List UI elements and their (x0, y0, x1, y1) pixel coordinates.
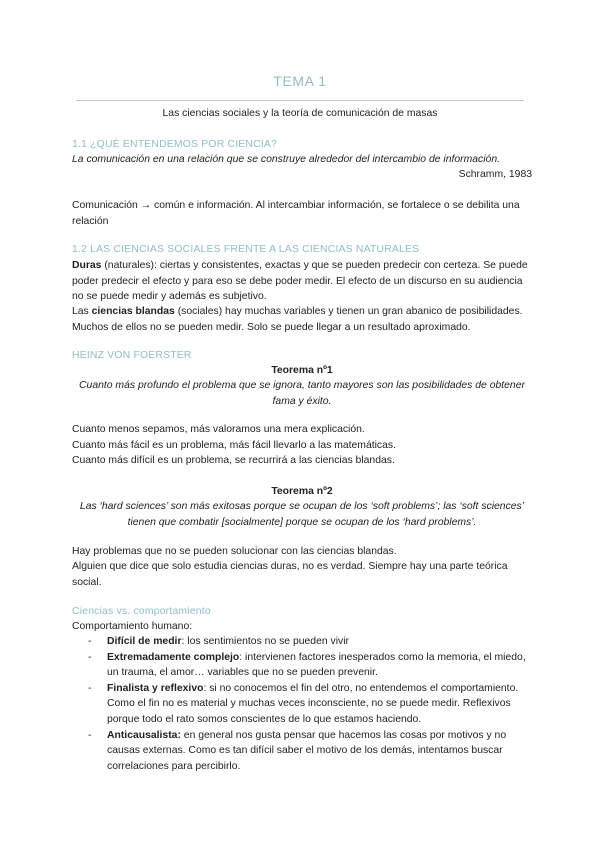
list-item (88, 650, 532, 681)
quote-citation: Schramm, 1983 (458, 169, 532, 180)
item-text: : intervienen factores inesperados como la memoria, el miedo, un trauma, el amor… variables que no se pueden prevenir. (107, 651, 526, 679)
item-term: Extremadamente complejo (107, 651, 240, 663)
theorem-1-title-text: Teorema nº1 (271, 365, 333, 376)
list-item (88, 634, 532, 650)
theorem-2-quote: Las ‘hard sciences’ son más exitosas porque se ocupan de los ‘soft problems’; las ‘soft sciences’ tienen que combatir [socialmente] porque se ocupan de los ‘hard problems’. (79, 501, 525, 528)
theorem-2-title-text: Teorema nº2 (271, 486, 333, 497)
note-line: Cuanto más difícil es un problema, se recurrirá a las ciencias blandas. (72, 455, 395, 467)
item-term: Finalista y reflexivo (107, 682, 204, 694)
bullet-dash: - (88, 729, 92, 741)
theorem-1-notes (72, 422, 532, 469)
communication-paragraph: Comunicación → común e información. Al intercambiar información, se fortalece o se debilita una relación (72, 200, 520, 227)
item-text: : si no conocemos el fin del otro, no entendemos el comportamiento. Como el fin no es material y muchas veces inconsciente, no se puede medir. Reflexivos porque todo el rato somos conscientes de lo que estamos haciendo. (107, 682, 519, 725)
behaviour-list (88, 634, 532, 774)
bullet-dash: - (88, 651, 92, 663)
note-line: Cuanto más fácil es un problema, más fácil llevarlo a las matemáticas. (72, 439, 396, 451)
note-line: Cuanto menos sepamos, más valoramos una mera explicación. (72, 424, 365, 435)
duras-term: Duras (72, 260, 102, 271)
item-text: : los sentimientos no se pueden vivir (181, 636, 349, 647)
section-heading-1-2: 1.2 LAS CIENCIAS SOCIALES FRENTE A LAS CIENCIAS NATURALES (72, 244, 420, 255)
section-heading-foerster: HEINZ VON FOERSTER (72, 350, 192, 361)
document-title: TEMA 1 (273, 73, 327, 89)
bullet-dash: - (88, 636, 92, 647)
hard-science-paragraph: Alguien que dice que solo estudia ciencias duras, no es verdad. Siempre hay una parte teórica social. (72, 561, 508, 588)
schramm-quote: La comunicación en una relación que se construye alrededor del intercambio de información. (72, 154, 500, 165)
item-term: Anticausalista: (107, 729, 181, 741)
theorem-1-title (72, 363, 532, 379)
section-heading-behaviour: Ciencias vs. comportamiento (72, 606, 211, 617)
blandas-prefix: Las (72, 306, 92, 317)
behaviour-intro: Comportamiento humano: (72, 621, 193, 632)
list-item (88, 681, 532, 728)
blandas-text: (sociales) hay muchas variables y tienen un gran abanico de posibilidades. Muchos de ellos no se pueden medir. Solo se puede llegar a un resultado aproximado. (72, 306, 523, 333)
document-subtitle: Las ciencias sociales y la teoría de comunicación de masas (162, 108, 438, 119)
item-text: en general nos gusta pensar que hacemos las cosas por motivos y no causas externas. Como es tan difícil saber el motivo de los demás, intentamos buscar correlaciones para percibirlo. (107, 729, 507, 772)
theorem-1-quote: Cuanto más profundo el problema que se ignora, tanto mayores son las posibilidades de obtener fama y éxito. (79, 380, 525, 407)
blandas-term: ciencias blandas (91, 306, 175, 317)
title-divider (76, 100, 524, 101)
list-item (88, 728, 532, 775)
section-heading-1-1: 1.1 ¿QUÉ ENTENDEMOS POR CIENCIA? (72, 139, 278, 150)
blandas-paragraph (72, 304, 532, 335)
theorem-2-title (72, 484, 532, 500)
duras-paragraph (72, 258, 532, 305)
bullet-dash: - (88, 682, 92, 694)
item-term: Difícil de medir (107, 636, 182, 647)
duras-text: (naturales): ciertas y consistentes, exactas y que se pueden predecir con certeza. Se puede poder predecir el efecto y para eso se debe poder medir. El efecto de un discurso en su audiencia no se puede medir y además es subjetivo. (72, 260, 528, 303)
problems-paragraph: Hay problemas que no se pueden solucionar con las ciencias blandas. (72, 546, 397, 557)
